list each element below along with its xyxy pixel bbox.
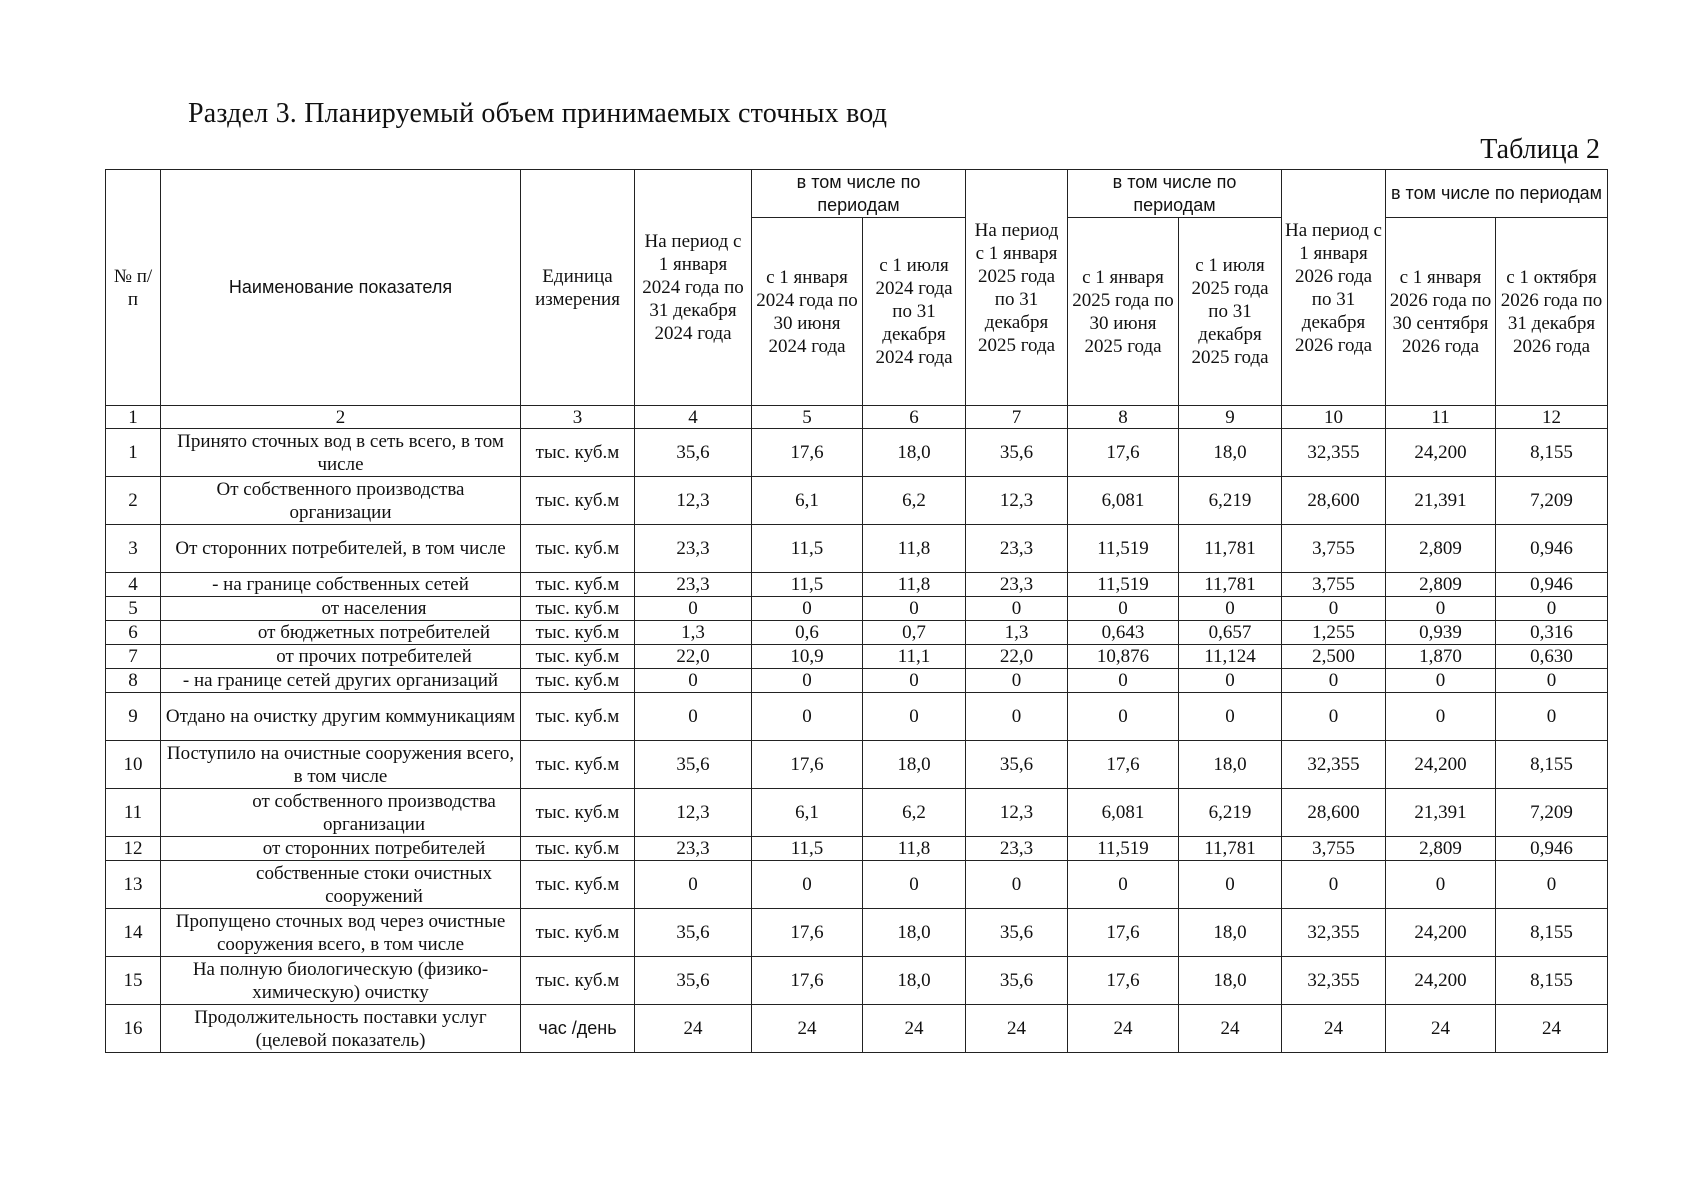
value-cell: 0: [1386, 597, 1496, 621]
header-period-2025: На период с 1 января 2025 года по 31 декабря 2025 года: [966, 170, 1068, 406]
unit-cell: тыс. куб.м: [521, 597, 635, 621]
value-cell: 35,6: [966, 957, 1068, 1005]
value-cell: 22,0: [635, 645, 752, 669]
value-cell: 35,6: [635, 957, 752, 1005]
value-cell: 35,6: [635, 909, 752, 957]
value-cell: 0: [1386, 693, 1496, 741]
value-cell: 18,0: [863, 741, 966, 789]
unit-cell: тыс. куб.м: [521, 693, 635, 741]
value-cell: 0: [1496, 861, 1608, 909]
value-cell: 17,6: [752, 957, 863, 1005]
value-cell: 0: [966, 669, 1068, 693]
table-row: [106, 669, 1608, 693]
value-cell: 11,8: [863, 525, 966, 573]
value-cell: 35,6: [635, 429, 752, 477]
value-cell: 24: [1282, 1005, 1386, 1053]
column-number: 6: [863, 406, 966, 429]
value-cell: 6,2: [863, 477, 966, 525]
unit-cell: тыс. куб.м: [521, 477, 635, 525]
value-cell: 6,219: [1179, 477, 1282, 525]
value-cell: 24,200: [1386, 957, 1496, 1005]
indicator-name: Отдано на очистку другим коммуникациям: [161, 693, 521, 741]
value-cell: 7,209: [1496, 789, 1608, 837]
value-cell: 0: [863, 861, 966, 909]
value-cell: 0: [635, 597, 752, 621]
value-cell: 23,3: [635, 573, 752, 597]
row-number: 13: [106, 861, 161, 909]
table-row: [106, 621, 1608, 645]
value-cell: 22,0: [966, 645, 1068, 669]
column-number: 8: [1068, 406, 1179, 429]
value-cell: 8,155: [1496, 909, 1608, 957]
value-cell: 24: [635, 1005, 752, 1053]
value-cell: 12,3: [635, 477, 752, 525]
unit-cell: тыс. куб.м: [521, 957, 635, 1005]
unit-cell: тыс. куб.м: [521, 741, 635, 789]
value-cell: 18,0: [1179, 909, 1282, 957]
value-cell: 11,781: [1179, 525, 1282, 573]
table-row: [106, 957, 1608, 1005]
value-cell: 0: [863, 597, 966, 621]
value-cell: 32,355: [1282, 429, 1386, 477]
value-cell: 32,355: [1282, 741, 1386, 789]
header-period-2024: На период с 1 января 2024 года по 31 декабря 2024 года: [635, 170, 752, 406]
indicator-name: От сторонних потребителей, в том числе: [161, 525, 521, 573]
value-cell: 28,600: [1282, 789, 1386, 837]
value-cell: 11,519: [1068, 837, 1179, 861]
value-cell: 11,5: [752, 525, 863, 573]
indicator-name: от сторонних потребителей: [161, 837, 521, 861]
value-cell: 35,6: [635, 741, 752, 789]
value-cell: 21,391: [1386, 477, 1496, 525]
row-number: 1: [106, 429, 161, 477]
header-subperiods-2024: в том числе по периодам: [752, 170, 966, 218]
indicator-name: от населения: [161, 597, 521, 621]
header-h2-2026: с 1 октября 2026 года по 31 декабря 2026 года: [1496, 218, 1608, 406]
unit-cell: тыс. куб.м: [521, 525, 635, 573]
value-cell: 0: [1179, 669, 1282, 693]
value-cell: 11,519: [1068, 573, 1179, 597]
value-cell: 0: [863, 693, 966, 741]
indicator-name: - на границе собственных сетей: [161, 573, 521, 597]
value-cell: 11,8: [863, 573, 966, 597]
value-cell: 0: [1068, 861, 1179, 909]
unit-cell: час /день: [521, 1005, 635, 1053]
value-cell: 18,0: [1179, 429, 1282, 477]
value-cell: 6,2: [863, 789, 966, 837]
value-cell: 6,081: [1068, 477, 1179, 525]
column-number: 10: [1282, 406, 1386, 429]
table-row: [106, 645, 1608, 669]
value-cell: 8,155: [1496, 741, 1608, 789]
value-cell: 12,3: [966, 789, 1068, 837]
row-number: 3: [106, 525, 161, 573]
value-cell: 0: [966, 597, 1068, 621]
value-cell: 2,500: [1282, 645, 1386, 669]
value-cell: 24: [863, 1005, 966, 1053]
indicator-name: Поступило на очистные сооружения всего, в том числе: [161, 741, 521, 789]
row-number: 2: [106, 477, 161, 525]
value-cell: 21,391: [1386, 789, 1496, 837]
value-cell: 0,946: [1496, 837, 1608, 861]
value-cell: 18,0: [1179, 741, 1282, 789]
row-number: 14: [106, 909, 161, 957]
value-cell: 0,946: [1496, 573, 1608, 597]
value-cell: 0: [1179, 861, 1282, 909]
value-cell: 12,3: [966, 477, 1068, 525]
value-cell: 0,643: [1068, 621, 1179, 645]
unit-cell: тыс. куб.м: [521, 621, 635, 645]
value-cell: 18,0: [863, 957, 966, 1005]
value-cell: 24: [1068, 1005, 1179, 1053]
value-cell: 3,755: [1282, 837, 1386, 861]
value-cell: 0: [635, 693, 752, 741]
row-number: 9: [106, 693, 161, 741]
column-number: 5: [752, 406, 863, 429]
indicator-name: От собственного производства организации: [161, 477, 521, 525]
value-cell: 0: [966, 693, 1068, 741]
unit-cell: тыс. куб.м: [521, 429, 635, 477]
value-cell: 24,200: [1386, 741, 1496, 789]
indicator-name: от прочих потребителей: [161, 645, 521, 669]
table-row: [106, 861, 1608, 909]
value-cell: 23,3: [966, 573, 1068, 597]
value-cell: 11,781: [1179, 837, 1282, 861]
value-cell: 0: [752, 669, 863, 693]
header-name: Наименование показателя: [161, 170, 521, 406]
value-cell: 2,809: [1386, 525, 1496, 573]
table-row: [106, 693, 1608, 741]
value-cell: 0: [1179, 597, 1282, 621]
table-label: Таблица 2: [1480, 134, 1600, 165]
value-cell: 23,3: [966, 837, 1068, 861]
value-cell: 24: [1179, 1005, 1282, 1053]
value-cell: 11,124: [1179, 645, 1282, 669]
column-number: 1: [106, 406, 161, 429]
table-row: [106, 477, 1608, 525]
value-cell: 1,870: [1386, 645, 1496, 669]
value-cell: 0: [863, 669, 966, 693]
header-h1-2024: с 1 января 2024 года по 30 июня 2024 года: [752, 218, 863, 406]
value-cell: 2,809: [1386, 837, 1496, 861]
value-cell: 0: [1179, 693, 1282, 741]
value-cell: 12,3: [635, 789, 752, 837]
value-cell: 11,5: [752, 837, 863, 861]
value-cell: 2,809: [1386, 573, 1496, 597]
value-cell: 0: [966, 861, 1068, 909]
value-cell: 17,6: [1068, 429, 1179, 477]
value-cell: 32,355: [1282, 957, 1386, 1005]
value-cell: 24,200: [1386, 909, 1496, 957]
value-cell: 0: [1282, 693, 1386, 741]
value-cell: 8,155: [1496, 429, 1608, 477]
value-cell: 6,1: [752, 789, 863, 837]
value-cell: 35,6: [966, 741, 1068, 789]
indicator-name: На полную биологическую (физико-химическую) очистку: [161, 957, 521, 1005]
value-cell: 17,6: [1068, 741, 1179, 789]
value-cell: 24: [752, 1005, 863, 1053]
unit-cell: тыс. куб.м: [521, 789, 635, 837]
value-cell: 0,939: [1386, 621, 1496, 645]
value-cell: 24: [966, 1005, 1068, 1053]
value-cell: 0,7: [863, 621, 966, 645]
value-cell: 0: [1068, 693, 1179, 741]
value-cell: 11,1: [863, 645, 966, 669]
unit-cell: тыс. куб.м: [521, 909, 635, 957]
value-cell: 18,0: [863, 429, 966, 477]
value-cell: 6,1: [752, 477, 863, 525]
indicator-name: - на границе сетей других организаций: [161, 669, 521, 693]
header-h1-2026: с 1 января 2026 года по 30 сентября 2026 года: [1386, 218, 1496, 406]
value-cell: 28,600: [1282, 477, 1386, 525]
value-cell: 0: [752, 861, 863, 909]
unit-cell: тыс. куб.м: [521, 573, 635, 597]
indicator-name: от бюджетных потребителей: [161, 621, 521, 645]
header-h1-2025: с 1 января 2025 года по 30 июня 2025 года: [1068, 218, 1179, 406]
value-cell: 17,6: [752, 909, 863, 957]
column-number: 4: [635, 406, 752, 429]
table-row: [106, 429, 1608, 477]
value-cell: 24: [1386, 1005, 1496, 1053]
header-h2-2025: с 1 июля 2025 года по 31 декабря 2025 года: [1179, 218, 1282, 406]
value-cell: 23,3: [966, 525, 1068, 573]
value-cell: 7,209: [1496, 477, 1608, 525]
table-row: [106, 597, 1608, 621]
header-unit: Единица измерения: [521, 170, 635, 406]
value-cell: 0: [1386, 861, 1496, 909]
value-cell: 3,755: [1282, 525, 1386, 573]
value-cell: 3,755: [1282, 573, 1386, 597]
header-period-2026: На период с 1 января 2026 года по 31 декабря 2026 года: [1282, 170, 1386, 406]
indicator-name: собственные стоки очистных сооружений: [161, 861, 521, 909]
value-cell: 1,255: [1282, 621, 1386, 645]
row-number: 11: [106, 789, 161, 837]
value-cell: 1,3: [635, 621, 752, 645]
value-cell: 11,519: [1068, 525, 1179, 573]
value-cell: 6,081: [1068, 789, 1179, 837]
table-row: [106, 741, 1608, 789]
table-body: [106, 429, 1608, 1053]
column-number: 7: [966, 406, 1068, 429]
value-cell: 35,6: [966, 909, 1068, 957]
column-number: 9: [1179, 406, 1282, 429]
indicator-name: Продолжительность поставки услуг (целевой показатель): [161, 1005, 521, 1053]
value-cell: 0,946: [1496, 525, 1608, 573]
value-cell: 0: [1282, 669, 1386, 693]
indicator-name: от собственного производства организации: [161, 789, 521, 837]
row-number: 7: [106, 645, 161, 669]
value-cell: 17,6: [1068, 909, 1179, 957]
column-number-row: [106, 406, 1608, 429]
value-cell: 17,6: [1068, 957, 1179, 1005]
value-cell: 0,316: [1496, 621, 1608, 645]
unit-cell: тыс. куб.м: [521, 669, 635, 693]
value-cell: 0,630: [1496, 645, 1608, 669]
value-cell: 24: [1496, 1005, 1608, 1053]
value-cell: 0: [635, 861, 752, 909]
value-cell: 18,0: [1179, 957, 1282, 1005]
value-cell: 0: [635, 669, 752, 693]
value-cell: 6,219: [1179, 789, 1282, 837]
header-subperiods-2026: в том числе по периодам: [1386, 170, 1608, 218]
indicator-name: Пропущено сточных вод через очистные сооружения всего, в том числе: [161, 909, 521, 957]
table-row: [106, 525, 1608, 573]
row-number: 5: [106, 597, 161, 621]
value-cell: 0: [1068, 669, 1179, 693]
value-cell: 0,657: [1179, 621, 1282, 645]
value-cell: 17,6: [752, 429, 863, 477]
value-cell: 0: [752, 597, 863, 621]
row-number: 6: [106, 621, 161, 645]
value-cell: 35,6: [966, 429, 1068, 477]
column-number: 2: [161, 406, 521, 429]
value-cell: 0: [1386, 669, 1496, 693]
unit-cell: тыс. куб.м: [521, 861, 635, 909]
value-cell: 18,0: [863, 909, 966, 957]
value-cell: 23,3: [635, 837, 752, 861]
value-cell: 0: [1496, 597, 1608, 621]
table-row: [106, 789, 1608, 837]
value-cell: 0: [1282, 861, 1386, 909]
value-cell: 23,3: [635, 525, 752, 573]
value-cell: 17,6: [752, 741, 863, 789]
row-number: 16: [106, 1005, 161, 1053]
value-cell: 1,3: [966, 621, 1068, 645]
row-number: 8: [106, 669, 161, 693]
column-number: 12: [1496, 406, 1608, 429]
row-number: 12: [106, 837, 161, 861]
indicator-name: Принято сточных вод в сеть всего, в том числе: [161, 429, 521, 477]
value-cell: 8,155: [1496, 957, 1608, 1005]
unit-cell: тыс. куб.м: [521, 837, 635, 861]
value-cell: 11,8: [863, 837, 966, 861]
page-title: Раздел 3. Планируемый объем принимаемых сточных вод: [188, 98, 888, 129]
value-cell: 0: [1496, 693, 1608, 741]
value-cell: 0: [1496, 669, 1608, 693]
value-cell: 32,355: [1282, 909, 1386, 957]
row-number: 4: [106, 573, 161, 597]
wastewater-volume-table: [105, 169, 1608, 1053]
value-cell: 10,876: [1068, 645, 1179, 669]
column-number: 3: [521, 406, 635, 429]
value-cell: 0: [1068, 597, 1179, 621]
row-number: 10: [106, 741, 161, 789]
table-row: [106, 837, 1608, 861]
unit-cell: тыс. куб.м: [521, 645, 635, 669]
header-num: № п/п: [106, 170, 161, 406]
value-cell: 24,200: [1386, 429, 1496, 477]
value-cell: 11,5: [752, 573, 863, 597]
header-h2-2024: с 1 июля 2024 года по 31 декабря 2024 года: [863, 218, 966, 406]
value-cell: 0: [1282, 597, 1386, 621]
table-row: [106, 909, 1608, 957]
table-row: [106, 573, 1608, 597]
table-row: [106, 1005, 1608, 1053]
value-cell: 0: [752, 693, 863, 741]
column-number: 11: [1386, 406, 1496, 429]
value-cell: 0,6: [752, 621, 863, 645]
value-cell: 10,9: [752, 645, 863, 669]
row-number: 15: [106, 957, 161, 1005]
header-subperiods-2025: в том числе по периодам: [1068, 170, 1282, 218]
value-cell: 11,781: [1179, 573, 1282, 597]
